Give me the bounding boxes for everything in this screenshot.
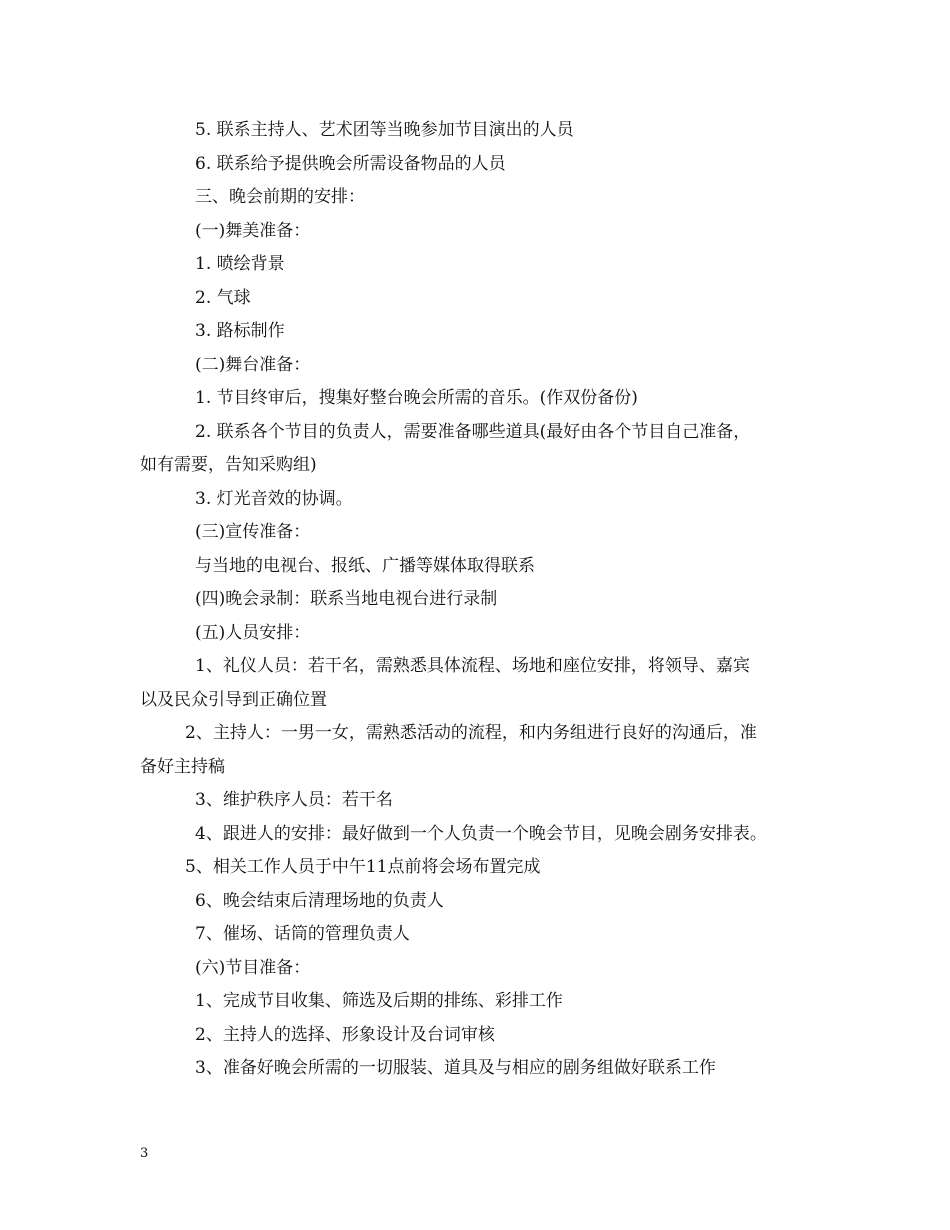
subsection-heading: (四)晚会录制：联系当地电视台进行录制: [195, 589, 498, 609]
list-item: 1、完成节目收集、筛选及后期的排练、彩排工作: [195, 991, 563, 1011]
subsection-heading: (五)人员安排：: [195, 622, 311, 643]
list-item: 2、主持人：一男一女，需熟悉活动的流程，和内务组进行良好的沟通后，准: [185, 723, 757, 743]
list-item: 4、跟进人的安排：最好做到一个人负责一个晚会节目，见晚会剧务安排表。: [195, 823, 767, 844]
list-item: 2、主持人的选择、形象设计及台词审核: [195, 1024, 495, 1045]
text-line: 5. 联系主持人、艺术团等当晚参加节目演出的人员: [195, 120, 574, 140]
list-item: 1、礼仪人员：若干名，需熟悉具体流程、场地和座位安排，将领导、嘉宾: [195, 656, 750, 676]
text-line-continuation: 备好主持稿: [140, 756, 225, 777]
list-item: 5、相关工作人员于中午11点前将会场布置完成: [185, 857, 541, 877]
document-body: [140, 114, 820, 1086]
list-item: 2. 联系各个节目的负责人，需要准备哪些道具(最好由各个节目自己准备，: [195, 421, 751, 442]
list-item: 3. 路标制作: [195, 321, 285, 341]
page-number: 3: [140, 1146, 149, 1161]
text-line: 6. 联系给予提供晚会所需设备物品的人员: [195, 153, 506, 174]
list-item: 1. 喷绘背景: [195, 254, 285, 274]
list-item: 1. 节目终审后，搜集好整台晚会所需的音乐。(作双份备份): [195, 388, 638, 408]
subsection-heading: (一)舞美准备：: [195, 220, 311, 241]
list-item: 3、维护秩序人员：若干名: [195, 790, 393, 810]
subsection-heading: (三)宣传准备：: [195, 522, 311, 542]
subsection-heading: (六)节目准备：: [195, 957, 311, 978]
list-item: 2. 气球: [195, 287, 251, 308]
text-line-continuation: 以及民众引导到正确位置: [140, 689, 327, 710]
text-line: 与当地的电视台、报纸、广播等媒体取得联系: [195, 555, 535, 576]
section-heading: 三、晚会前期的安排：: [195, 187, 365, 207]
list-item: 6、晚会结束后清理场地的负责人: [195, 890, 444, 911]
list-item: 3. 灯光音效的协调。: [195, 488, 353, 509]
text-line-continuation: 如有需要，告知采购组): [140, 455, 317, 475]
list-item: 3、准备好晚会所需的一切服装、道具及与相应的剧务组做好联系工作: [195, 1058, 716, 1078]
subsection-heading: (二)舞台准备：: [195, 354, 311, 375]
list-item: 7、催场、话筒的管理负责人: [195, 924, 410, 944]
